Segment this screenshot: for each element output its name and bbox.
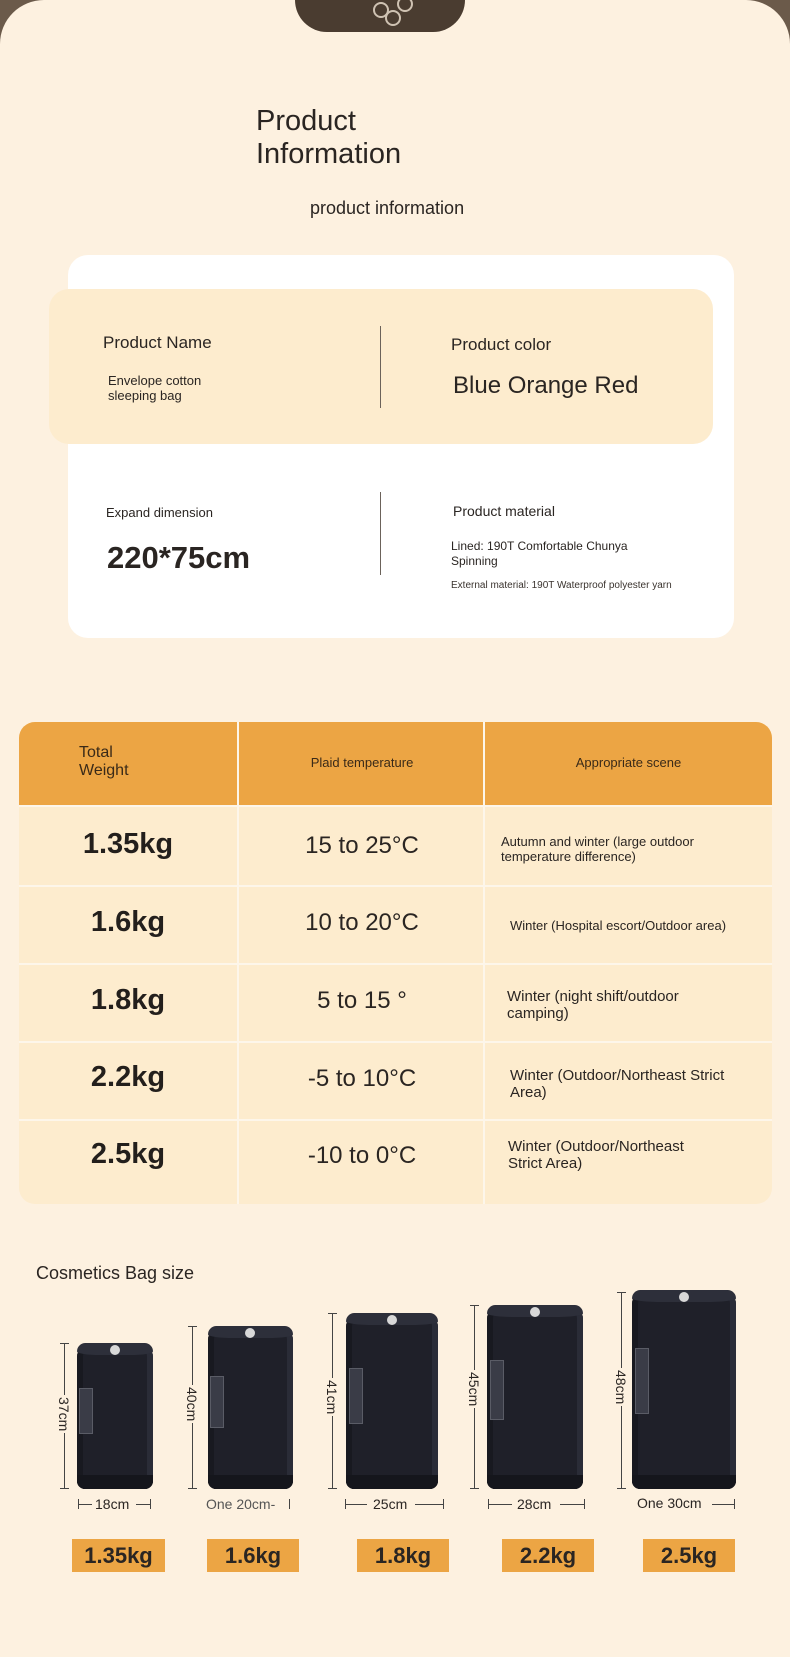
bag-image [208, 1326, 293, 1489]
weight-cell: 1.35kg [82, 828, 174, 860]
product-color-label: Product color [451, 335, 552, 354]
width-tick [584, 1499, 585, 1509]
temperature-cell: 10 to 20°C [305, 909, 419, 936]
temperature-cell: -10 to 0°C [307, 1142, 417, 1169]
width-label: 18cm [95, 1496, 130, 1512]
header-weight: Total Weight [79, 744, 129, 779]
height-label: 41cm [324, 1380, 340, 1415]
bag-image [77, 1343, 153, 1489]
header-temperature: Plaid temperature [310, 755, 414, 770]
bag-size-title: Cosmetics Bag size [36, 1263, 195, 1283]
weight-cell: 1.8kg [90, 984, 166, 1016]
info-band [49, 289, 713, 444]
info-divider [380, 326, 381, 408]
width-line [78, 1504, 92, 1505]
width-label: 28cm [517, 1496, 552, 1512]
width-line [712, 1504, 734, 1505]
width-label: One 30cm [637, 1495, 702, 1511]
temperature-cell: 15 to 25°C [305, 832, 419, 859]
scene-cell: Autumn and winter (large outdoor temperature difference) [501, 834, 694, 864]
width-line [415, 1504, 443, 1505]
width-line [560, 1504, 584, 1505]
weight-cell: 2.5kg [90, 1138, 166, 1170]
temperature-cell: 5 to 15 ° [317, 987, 407, 1014]
width-tick [443, 1499, 444, 1509]
scene-cell: Winter (night shift/outdoor camping) [507, 988, 679, 1022]
width-label: One 20cm- [206, 1496, 276, 1512]
width-line [488, 1504, 512, 1505]
row-divider [19, 885, 772, 887]
width-tick [289, 1499, 290, 1509]
height-label: 40cm [184, 1387, 200, 1422]
width-line [345, 1504, 367, 1505]
temperature-cell: -5 to 10°C [307, 1065, 417, 1092]
weight-badge: 2.5kg [643, 1539, 735, 1572]
weight-badge: 1.8kg [357, 1539, 449, 1572]
product-color-value: Blue Orange Red [453, 372, 639, 399]
dimension-label: Expand dimension [106, 505, 213, 520]
material-external: External material: 190T Waterproof polyester yarn [451, 580, 672, 591]
bag-image [487, 1305, 583, 1489]
height-label: 45cm [466, 1372, 482, 1407]
page-subtitle: product information [310, 198, 465, 218]
row-divider [19, 1119, 772, 1121]
bag-image [632, 1290, 736, 1489]
product-name-label: Product Name [103, 333, 212, 352]
weight-badge: 1.6kg [207, 1539, 299, 1572]
height-label: 48cm [613, 1370, 629, 1405]
row-divider [19, 1041, 772, 1043]
material-lined: Lined: 190T Comfortable Chunya Spinning [451, 539, 628, 568]
width-label: 25cm [373, 1496, 408, 1512]
top-decoration [295, 0, 465, 32]
weight-badge: 1.35kg [72, 1539, 165, 1572]
dimension-value: 220*75cm [107, 540, 251, 575]
weight-cell: 2.2kg [90, 1061, 166, 1093]
spec-table [19, 722, 772, 1204]
header-scene: Appropriate scene [575, 755, 682, 770]
scene-cell: Winter (Hospital escort/Outdoor area) [510, 918, 727, 933]
width-line [136, 1504, 150, 1505]
height-label: 37cm [56, 1397, 72, 1432]
width-tick [150, 1499, 151, 1509]
product-name-value: Envelope cotton sleeping bag [108, 373, 202, 403]
material-label: Product material [453, 503, 555, 519]
page-title: Product Information [256, 105, 402, 170]
scene-cell: Winter (Outdoor/Northeast Strict Area) [508, 1138, 684, 1172]
row-divider [19, 805, 772, 807]
info-divider [380, 492, 381, 575]
weight-badge: 2.2kg [502, 1539, 594, 1572]
row-divider [19, 963, 772, 965]
scene-cell: Winter (Outdoor/Northeast Strict Area) [510, 1067, 725, 1101]
weight-cell: 1.6kg [90, 906, 166, 938]
width-tick [734, 1499, 735, 1509]
bag-image [346, 1313, 438, 1489]
